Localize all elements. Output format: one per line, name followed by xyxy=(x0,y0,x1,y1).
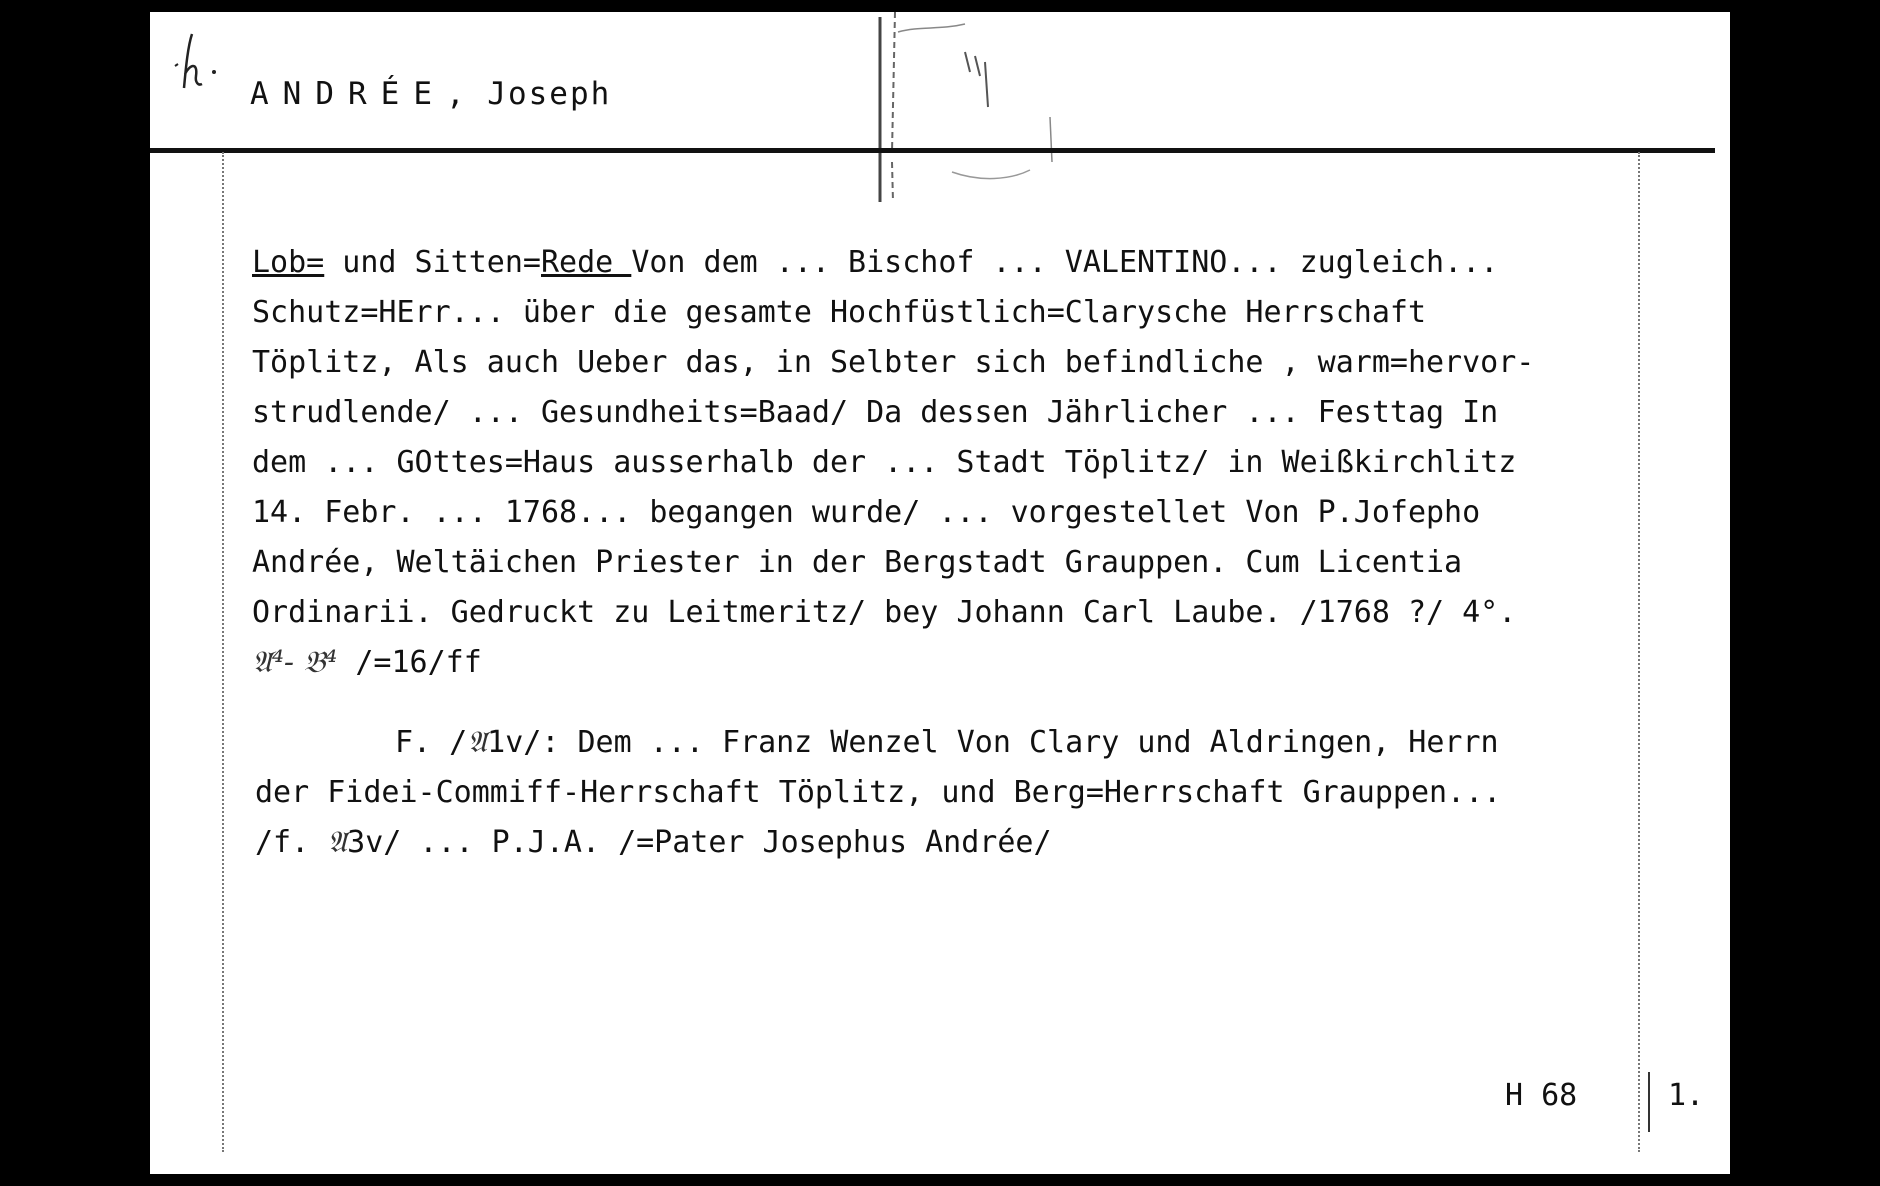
note-line-1: F. /𝔄1v/: Dem ... Franz Wenzel Von Clary und Aldringen, Herrn xyxy=(395,725,1499,760)
header-rule xyxy=(150,148,1715,153)
shelfmark: H 68 xyxy=(1505,1078,1578,1113)
card-frame-left xyxy=(222,152,224,1152)
entry-line-9 xyxy=(252,638,1652,688)
entry-line-8: Ordinarii. Gedruckt zu Leitmeritz/ bey Johann Carl Laube. /1768 ?/ 4°. xyxy=(252,595,1517,630)
entry-line-7: Andrée, Weltäichen Priester in der Bergstadt Grauppen. Cum Licentia xyxy=(252,545,1463,580)
note-line-3: /f. 𝔄3v/ ... P.J.A. /=Pater Josephus Andrée/ xyxy=(255,825,1052,860)
catalog-card xyxy=(150,12,1730,1174)
entry-line-6: 14. Febr. ... 1768... begangen wurde/ ... vorgestellet Von P.Jofepho xyxy=(252,495,1481,530)
card-number-rule xyxy=(1648,1072,1650,1132)
note-line-2: der Fidei-Commiff-Herrschaft Töplitz, und Berg=Herrschaft Grauppen... xyxy=(255,775,1502,810)
scanner-artifact-marks xyxy=(730,12,1110,212)
heading-surname: ANDRÉE xyxy=(250,76,446,112)
bibliographic-entry xyxy=(252,238,1652,688)
card-heading xyxy=(250,76,611,112)
entry-line-1: Lob= und Sitten=Rede Von dem ... Bischof ... VALENTINO... zugleich... xyxy=(252,245,1499,280)
dedication-note xyxy=(255,718,1655,868)
collation-handwritten: 𝔄⁴- 𝔅⁴ xyxy=(252,645,338,680)
handwritten-corner-mark xyxy=(170,26,230,96)
entry-rede: Rede xyxy=(541,245,632,280)
entry-line-3: Töplitz, Als auch Ueber das, in Selbter sich befindliche , warm=hervor- xyxy=(252,345,1535,380)
entry-line-5: dem ... GOttes=Haus ausserhalb der ... Stadt Töplitz/ in Weißkirchlitz xyxy=(252,445,1517,480)
entry-line-4: strudlende/ ... Gesundheits=Baad/ Da dessen Jährlicher ... Festtag In xyxy=(252,395,1499,430)
entry-lob: Lob= xyxy=(252,245,325,280)
heading-forename: , Joseph xyxy=(445,76,612,112)
card-number: 1. xyxy=(1668,1078,1705,1113)
collation-typed: /=16/ff xyxy=(337,645,482,680)
entry-line-2: Schutz=HErr... über die gesamte Hochfüstlich=Clarysche Herrschaft xyxy=(252,295,1426,330)
